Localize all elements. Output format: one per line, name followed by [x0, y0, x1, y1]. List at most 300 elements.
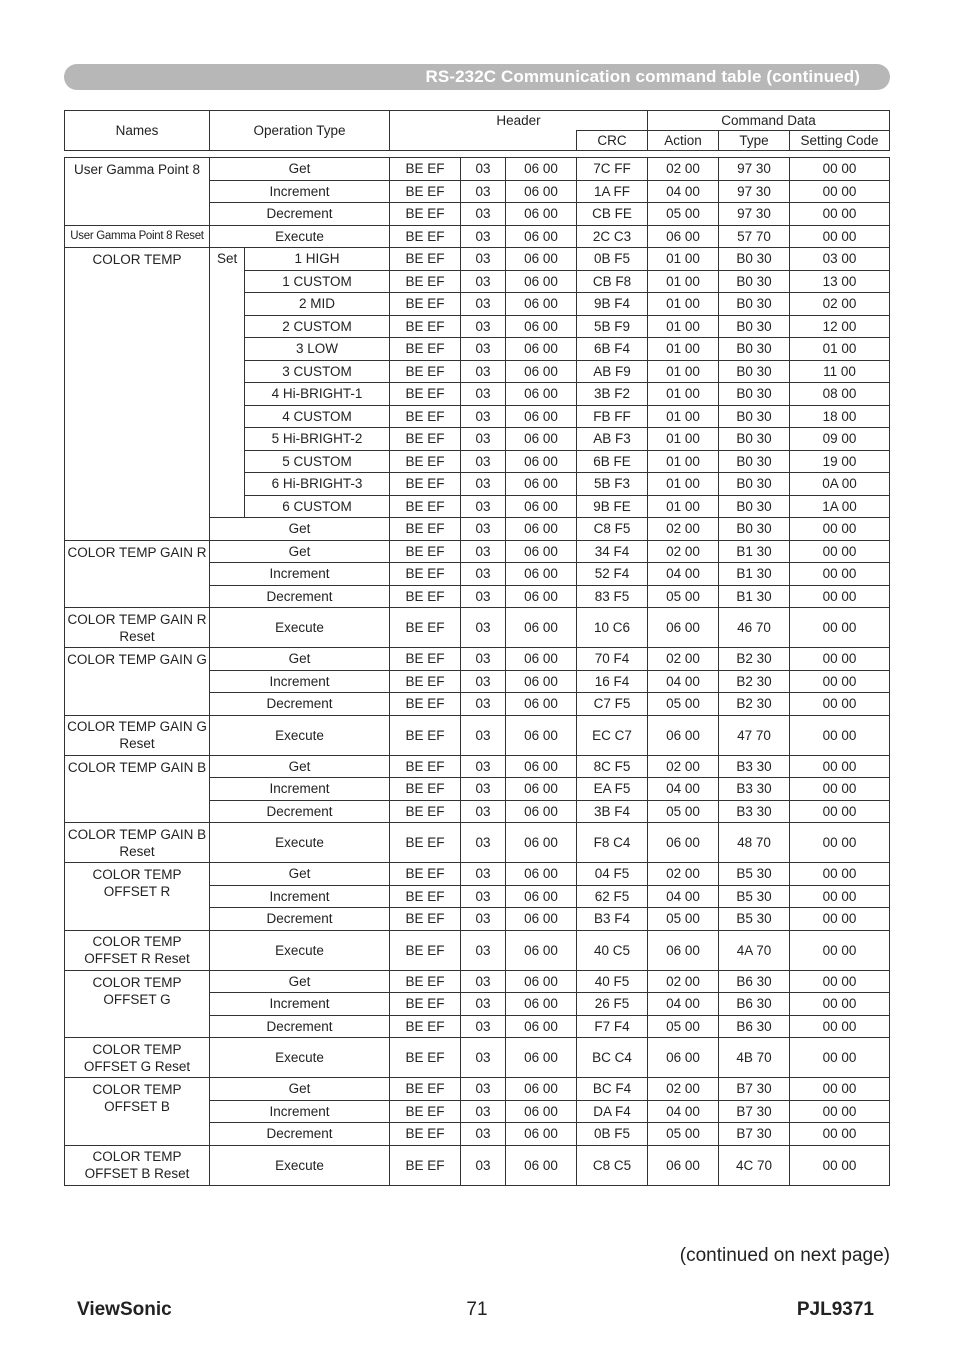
cell-action: 02 00 — [648, 540, 719, 563]
cell-name: COLOR TEMP OFFSET R — [65, 863, 210, 931]
cell-h2: 03 — [461, 715, 506, 755]
cell-code: 00 00 — [790, 1038, 890, 1078]
cell-type: B3 30 — [719, 755, 790, 778]
cell-h2: 03 — [461, 755, 506, 778]
cell-h1: BE EF — [390, 158, 461, 181]
cell-action: 01 00 — [648, 495, 719, 518]
cell-type: B0 30 — [719, 360, 790, 383]
cell-name: COLOR TEMP GAIN R — [65, 540, 210, 608]
cell-h1: BE EF — [390, 293, 461, 316]
cell-op: Execute — [210, 608, 390, 648]
cell-set-label: Set — [210, 248, 245, 518]
cell-crc: C8 C5 — [577, 1145, 648, 1185]
cell-h3: 06 00 — [506, 823, 577, 863]
cell-h3: 06 00 — [506, 158, 577, 181]
cell-op: Get — [210, 970, 390, 993]
cell-code: 00 00 — [790, 778, 890, 801]
cell-op: 1 HIGH — [245, 248, 390, 271]
cell-h2: 03 — [461, 270, 506, 293]
cell-action: 02 00 — [648, 863, 719, 886]
section-title: RS-232C Communication command table (continued) — [425, 67, 860, 86]
cell-action: 01 00 — [648, 428, 719, 451]
cell-action: 01 00 — [648, 338, 719, 361]
cell-crc: 5B F3 — [577, 473, 648, 496]
cell-op: 5 CUSTOM — [245, 450, 390, 473]
cell-type: B1 30 — [719, 540, 790, 563]
cell-code: 12 00 — [790, 315, 890, 338]
cell-h1: BE EF — [390, 540, 461, 563]
cell-h3: 06 00 — [506, 863, 577, 886]
cell-action: 02 00 — [648, 648, 719, 671]
cell-h1: BE EF — [390, 1145, 461, 1185]
cell-h2: 03 — [461, 248, 506, 271]
cell-crc: CB F8 — [577, 270, 648, 293]
col-type: Type — [719, 131, 790, 151]
cell-h3: 06 00 — [506, 585, 577, 608]
cell-h2: 03 — [461, 225, 506, 248]
cell-code: 1A 00 — [790, 495, 890, 518]
cell-crc: 5B F9 — [577, 315, 648, 338]
cell-h2: 03 — [461, 338, 506, 361]
cell-h1: BE EF — [390, 693, 461, 716]
cell-action: 04 00 — [648, 563, 719, 586]
table-row — [65, 248, 890, 271]
table-row — [65, 608, 890, 648]
cell-crc: 0B F5 — [577, 1123, 648, 1146]
cell-name: COLOR TEMP GAIN R Reset — [65, 608, 210, 648]
table-row — [65, 158, 890, 181]
cell-type: B1 30 — [719, 563, 790, 586]
cell-crc: EA F5 — [577, 778, 648, 801]
cell-h1: BE EF — [390, 270, 461, 293]
cell-op: Get — [210, 158, 390, 181]
cell-action: 04 00 — [648, 778, 719, 801]
cell-code: 00 00 — [790, 823, 890, 863]
section-banner — [64, 64, 890, 90]
cell-action: 06 00 — [648, 930, 719, 970]
cell-crc: 9B FE — [577, 495, 648, 518]
cell-h2: 03 — [461, 885, 506, 908]
cell-h2: 03 — [461, 908, 506, 931]
cell-h3: 06 00 — [506, 563, 577, 586]
cell-type: B6 30 — [719, 970, 790, 993]
cell-op: Increment — [210, 670, 390, 693]
table-row — [65, 1078, 890, 1101]
cell-crc: F8 C4 — [577, 823, 648, 863]
cell-code: 00 00 — [790, 585, 890, 608]
cell-action: 02 00 — [648, 518, 719, 541]
cell-h2: 03 — [461, 800, 506, 823]
cell-op: Get — [210, 518, 390, 541]
cell-op: Increment — [210, 993, 390, 1016]
cell-name: COLOR TEMP OFFSET R Reset — [65, 930, 210, 970]
cell-action: 05 00 — [648, 908, 719, 931]
continued-note: (continued on next page) — [679, 1245, 890, 1266]
cell-action: 05 00 — [648, 800, 719, 823]
col-operation-type: Operation Type — [210, 111, 390, 151]
cell-type: 57 70 — [719, 225, 790, 248]
table-row — [65, 1145, 890, 1185]
cell-crc: 04 F5 — [577, 863, 648, 886]
cell-crc: 3B F4 — [577, 800, 648, 823]
table-row — [65, 970, 890, 993]
cell-crc: 10 C6 — [577, 608, 648, 648]
cell-h1: BE EF — [390, 495, 461, 518]
cell-action: 02 00 — [648, 755, 719, 778]
col-setting-code: Setting Code — [790, 131, 890, 151]
cell-crc: 6B FE — [577, 450, 648, 473]
brand-name: ViewSonic — [77, 1299, 172, 1320]
cell-crc: 6B F4 — [577, 338, 648, 361]
cell-code: 13 00 — [790, 270, 890, 293]
model-name: PJL9371 — [796, 1299, 874, 1320]
cell-code: 00 00 — [790, 648, 890, 671]
cell-h3: 06 00 — [506, 908, 577, 931]
cell-crc: F7 F4 — [577, 1015, 648, 1038]
cell-h1: BE EF — [390, 180, 461, 203]
cell-code: 00 00 — [790, 540, 890, 563]
cell-action: 04 00 — [648, 180, 719, 203]
cell-op: Get — [210, 755, 390, 778]
cell-h1: BE EF — [390, 450, 461, 473]
cell-type: B0 30 — [719, 270, 790, 293]
table-row — [65, 648, 890, 671]
cell-type: 46 70 — [719, 608, 790, 648]
cell-op: 3 LOW — [245, 338, 390, 361]
cell-h1: BE EF — [390, 823, 461, 863]
cell-h2: 03 — [461, 473, 506, 496]
cell-h1: BE EF — [390, 338, 461, 361]
cell-code: 02 00 — [790, 293, 890, 316]
cell-op: Execute — [210, 1145, 390, 1185]
cell-code: 03 00 — [790, 248, 890, 271]
cell-op: Decrement — [210, 1015, 390, 1038]
cell-action: 01 00 — [648, 405, 719, 428]
cell-op: Decrement — [210, 693, 390, 716]
cell-action: 01 00 — [648, 270, 719, 293]
cell-h3: 06 00 — [506, 755, 577, 778]
cell-code: 00 00 — [790, 563, 890, 586]
cell-action: 04 00 — [648, 993, 719, 1016]
col-crc: CRC — [577, 131, 648, 151]
cell-code: 00 00 — [790, 1123, 890, 1146]
cell-h3: 06 00 — [506, 495, 577, 518]
cell-type: B7 30 — [719, 1078, 790, 1101]
cell-h3: 06 00 — [506, 248, 577, 271]
cell-op: Increment — [210, 1100, 390, 1123]
cell-h2: 03 — [461, 863, 506, 886]
cell-type: B3 30 — [719, 778, 790, 801]
cell-h3: 06 00 — [506, 608, 577, 648]
cell-action: 06 00 — [648, 1145, 719, 1185]
cell-crc: EC C7 — [577, 715, 648, 755]
cell-h1: BE EF — [390, 715, 461, 755]
cell-crc: 7C FF — [577, 158, 648, 181]
cell-type: B2 30 — [719, 693, 790, 716]
cell-crc: C7 F5 — [577, 693, 648, 716]
cell-h2: 03 — [461, 383, 506, 406]
cell-h3: 06 00 — [506, 1015, 577, 1038]
cell-h1: BE EF — [390, 315, 461, 338]
cell-type: B7 30 — [719, 1123, 790, 1146]
cell-action: 05 00 — [648, 1123, 719, 1146]
cell-type: B0 30 — [719, 405, 790, 428]
cell-h2: 03 — [461, 203, 506, 226]
col-command-data: Command Data — [648, 111, 890, 131]
cell-type: 47 70 — [719, 715, 790, 755]
cell-h3: 06 00 — [506, 885, 577, 908]
cell-crc: FB FF — [577, 405, 648, 428]
cell-op: Decrement — [210, 800, 390, 823]
table-row — [65, 823, 890, 863]
cell-type: B0 30 — [719, 315, 790, 338]
cell-crc: AB F3 — [577, 428, 648, 451]
cell-op: Increment — [210, 885, 390, 908]
cell-name: COLOR TEMP GAIN G — [65, 648, 210, 716]
cell-crc: CB FE — [577, 203, 648, 226]
cell-h3: 06 00 — [506, 180, 577, 203]
cell-h2: 03 — [461, 450, 506, 473]
cell-action: 05 00 — [648, 693, 719, 716]
cell-h1: BE EF — [390, 563, 461, 586]
cell-op: Execute — [210, 1038, 390, 1078]
cell-crc: BC C4 — [577, 1038, 648, 1078]
cell-name: COLOR TEMP OFFSET B Reset — [65, 1145, 210, 1185]
cell-op: 4 Hi-BRIGHT-1 — [245, 383, 390, 406]
cell-code: 00 00 — [790, 800, 890, 823]
cell-h1: BE EF — [390, 1015, 461, 1038]
cell-action: 05 00 — [648, 585, 719, 608]
cell-action: 05 00 — [648, 1015, 719, 1038]
cell-crc: DA F4 — [577, 1100, 648, 1123]
cell-op: 6 CUSTOM — [245, 495, 390, 518]
cell-op: 2 MID — [245, 293, 390, 316]
cell-name: COLOR TEMP GAIN G Reset — [65, 715, 210, 755]
cell-crc: 16 F4 — [577, 670, 648, 693]
cell-op: Execute — [210, 715, 390, 755]
cell-h2: 03 — [461, 428, 506, 451]
cell-op: Execute — [210, 823, 390, 863]
cell-op: Increment — [210, 180, 390, 203]
cell-type: B0 30 — [719, 428, 790, 451]
cell-h1: BE EF — [390, 585, 461, 608]
cell-crc: 40 C5 — [577, 930, 648, 970]
cell-code: 00 00 — [790, 863, 890, 886]
cell-crc: 8C F5 — [577, 755, 648, 778]
cell-name: User Gamma Point 8 Reset — [65, 225, 210, 248]
cell-h2: 03 — [461, 1123, 506, 1146]
cell-code: 09 00 — [790, 428, 890, 451]
cell-h3: 06 00 — [506, 715, 577, 755]
cell-code: 00 00 — [790, 225, 890, 248]
cell-h2: 03 — [461, 360, 506, 383]
cell-type: B0 30 — [719, 450, 790, 473]
cell-action: 04 00 — [648, 885, 719, 908]
cell-h1: BE EF — [390, 608, 461, 648]
cell-h3: 06 00 — [506, 540, 577, 563]
cell-h1: BE EF — [390, 1038, 461, 1078]
cell-h1: BE EF — [390, 1100, 461, 1123]
cell-h1: BE EF — [390, 473, 461, 496]
cell-h2: 03 — [461, 1015, 506, 1038]
cell-h2: 03 — [461, 518, 506, 541]
cell-h2: 03 — [461, 293, 506, 316]
cell-op: Decrement — [210, 203, 390, 226]
cell-action: 01 00 — [648, 315, 719, 338]
cell-type: B3 30 — [719, 800, 790, 823]
cell-code: 08 00 — [790, 383, 890, 406]
cell-action: 01 00 — [648, 293, 719, 316]
cell-h3: 06 00 — [506, 778, 577, 801]
cell-h3: 06 00 — [506, 473, 577, 496]
cell-h1: BE EF — [390, 755, 461, 778]
cell-op: Decrement — [210, 1123, 390, 1146]
cell-h1: BE EF — [390, 383, 461, 406]
cell-h1: BE EF — [390, 993, 461, 1016]
cell-crc: 26 F5 — [577, 993, 648, 1016]
cell-type: B0 30 — [719, 518, 790, 541]
cell-h2: 03 — [461, 693, 506, 716]
cell-code: 00 00 — [790, 715, 890, 755]
cell-code: 01 00 — [790, 338, 890, 361]
cell-code: 0A 00 — [790, 473, 890, 496]
cell-crc: 1A FF — [577, 180, 648, 203]
cell-h2: 03 — [461, 648, 506, 671]
cell-code: 00 00 — [790, 1145, 890, 1185]
cell-crc: 70 F4 — [577, 648, 648, 671]
cell-name: COLOR TEMP OFFSET G — [65, 970, 210, 1038]
cell-h1: BE EF — [390, 360, 461, 383]
cell-h2: 03 — [461, 1078, 506, 1101]
cell-code: 19 00 — [790, 450, 890, 473]
cell-h1: BE EF — [390, 670, 461, 693]
cell-action: 01 00 — [648, 360, 719, 383]
table-row — [65, 863, 890, 886]
cell-type: B0 30 — [719, 495, 790, 518]
cell-op: Get — [210, 863, 390, 886]
cell-op: 1 CUSTOM — [245, 270, 390, 293]
cell-h3: 06 00 — [506, 293, 577, 316]
cell-h3: 06 00 — [506, 993, 577, 1016]
cell-crc: 2C C3 — [577, 225, 648, 248]
cell-h1: BE EF — [390, 1123, 461, 1146]
cell-h3: 06 00 — [506, 693, 577, 716]
cell-h3: 06 00 — [506, 930, 577, 970]
cell-type: B0 30 — [719, 248, 790, 271]
cell-h3: 06 00 — [506, 1100, 577, 1123]
cell-code: 00 00 — [790, 1078, 890, 1101]
cell-h3: 06 00 — [506, 648, 577, 671]
page-number: 71 — [466, 1299, 488, 1320]
cell-h2: 03 — [461, 315, 506, 338]
cell-type: 4C 70 — [719, 1145, 790, 1185]
cell-name: COLOR TEMP OFFSET B — [65, 1078, 210, 1146]
cell-code: 18 00 — [790, 405, 890, 428]
cell-h1: BE EF — [390, 908, 461, 931]
cell-type: 4A 70 — [719, 930, 790, 970]
cell-h3: 06 00 — [506, 1145, 577, 1185]
cell-op: 3 CUSTOM — [245, 360, 390, 383]
cell-h1: BE EF — [390, 405, 461, 428]
cell-crc: C8 F5 — [577, 518, 648, 541]
cell-type: B5 30 — [719, 885, 790, 908]
cell-h3: 06 00 — [506, 970, 577, 993]
cell-code: 00 00 — [790, 1015, 890, 1038]
cell-h1: BE EF — [390, 428, 461, 451]
cell-crc: B3 F4 — [577, 908, 648, 931]
cell-type: B6 30 — [719, 993, 790, 1016]
cell-h1: BE EF — [390, 1078, 461, 1101]
cell-op: Decrement — [210, 908, 390, 931]
cell-h3: 06 00 — [506, 270, 577, 293]
cell-type: 4B 70 — [719, 1038, 790, 1078]
cell-op: 2 CUSTOM — [245, 315, 390, 338]
cell-h1: BE EF — [390, 800, 461, 823]
cell-action: 04 00 — [648, 670, 719, 693]
cell-crc: BC F4 — [577, 1078, 648, 1101]
cell-type: 97 30 — [719, 203, 790, 226]
cell-code: 00 00 — [790, 203, 890, 226]
cell-name: COLOR TEMP GAIN B — [65, 755, 210, 823]
cell-name: User Gamma Point 8 — [65, 158, 210, 226]
cell-type: 97 30 — [719, 180, 790, 203]
cell-type: B6 30 — [719, 1015, 790, 1038]
cell-h1: BE EF — [390, 225, 461, 248]
cell-code: 00 00 — [790, 755, 890, 778]
cell-h3: 06 00 — [506, 338, 577, 361]
cell-h3: 06 00 — [506, 518, 577, 541]
cell-h2: 03 — [461, 158, 506, 181]
cell-op: Get — [210, 648, 390, 671]
cell-crc: 34 F4 — [577, 540, 648, 563]
cell-h2: 03 — [461, 930, 506, 970]
cell-name: COLOR TEMP — [65, 248, 210, 541]
cell-h2: 03 — [461, 495, 506, 518]
cell-action: 06 00 — [648, 715, 719, 755]
cell-h2: 03 — [461, 1145, 506, 1185]
cell-h2: 03 — [461, 823, 506, 863]
cell-crc: 40 F5 — [577, 970, 648, 993]
cell-h1: BE EF — [390, 930, 461, 970]
cell-op: Get — [210, 540, 390, 563]
command-table — [64, 110, 890, 1186]
cell-op: 6 Hi-BRIGHT-3 — [245, 473, 390, 496]
cell-op: Get — [210, 1078, 390, 1101]
cell-h1: BE EF — [390, 248, 461, 271]
cell-h3: 06 00 — [506, 1123, 577, 1146]
table-row — [65, 715, 890, 755]
cell-h3: 06 00 — [506, 225, 577, 248]
cell-h3: 06 00 — [506, 360, 577, 383]
cell-h2: 03 — [461, 1038, 506, 1078]
cell-name: COLOR TEMP OFFSET G Reset — [65, 1038, 210, 1078]
cell-h1: BE EF — [390, 648, 461, 671]
table-row — [65, 1038, 890, 1078]
cell-type: B5 30 — [719, 863, 790, 886]
cell-action: 02 00 — [648, 158, 719, 181]
cell-h2: 03 — [461, 180, 506, 203]
table-row — [65, 930, 890, 970]
cell-op: Execute — [210, 225, 390, 248]
cell-type: 48 70 — [719, 823, 790, 863]
cell-action: 04 00 — [648, 1100, 719, 1123]
table-row — [65, 225, 890, 248]
cell-h2: 03 — [461, 670, 506, 693]
cell-code: 00 00 — [790, 885, 890, 908]
cell-type: B1 30 — [719, 585, 790, 608]
cell-action: 02 00 — [648, 1078, 719, 1101]
cell-action: 02 00 — [648, 970, 719, 993]
